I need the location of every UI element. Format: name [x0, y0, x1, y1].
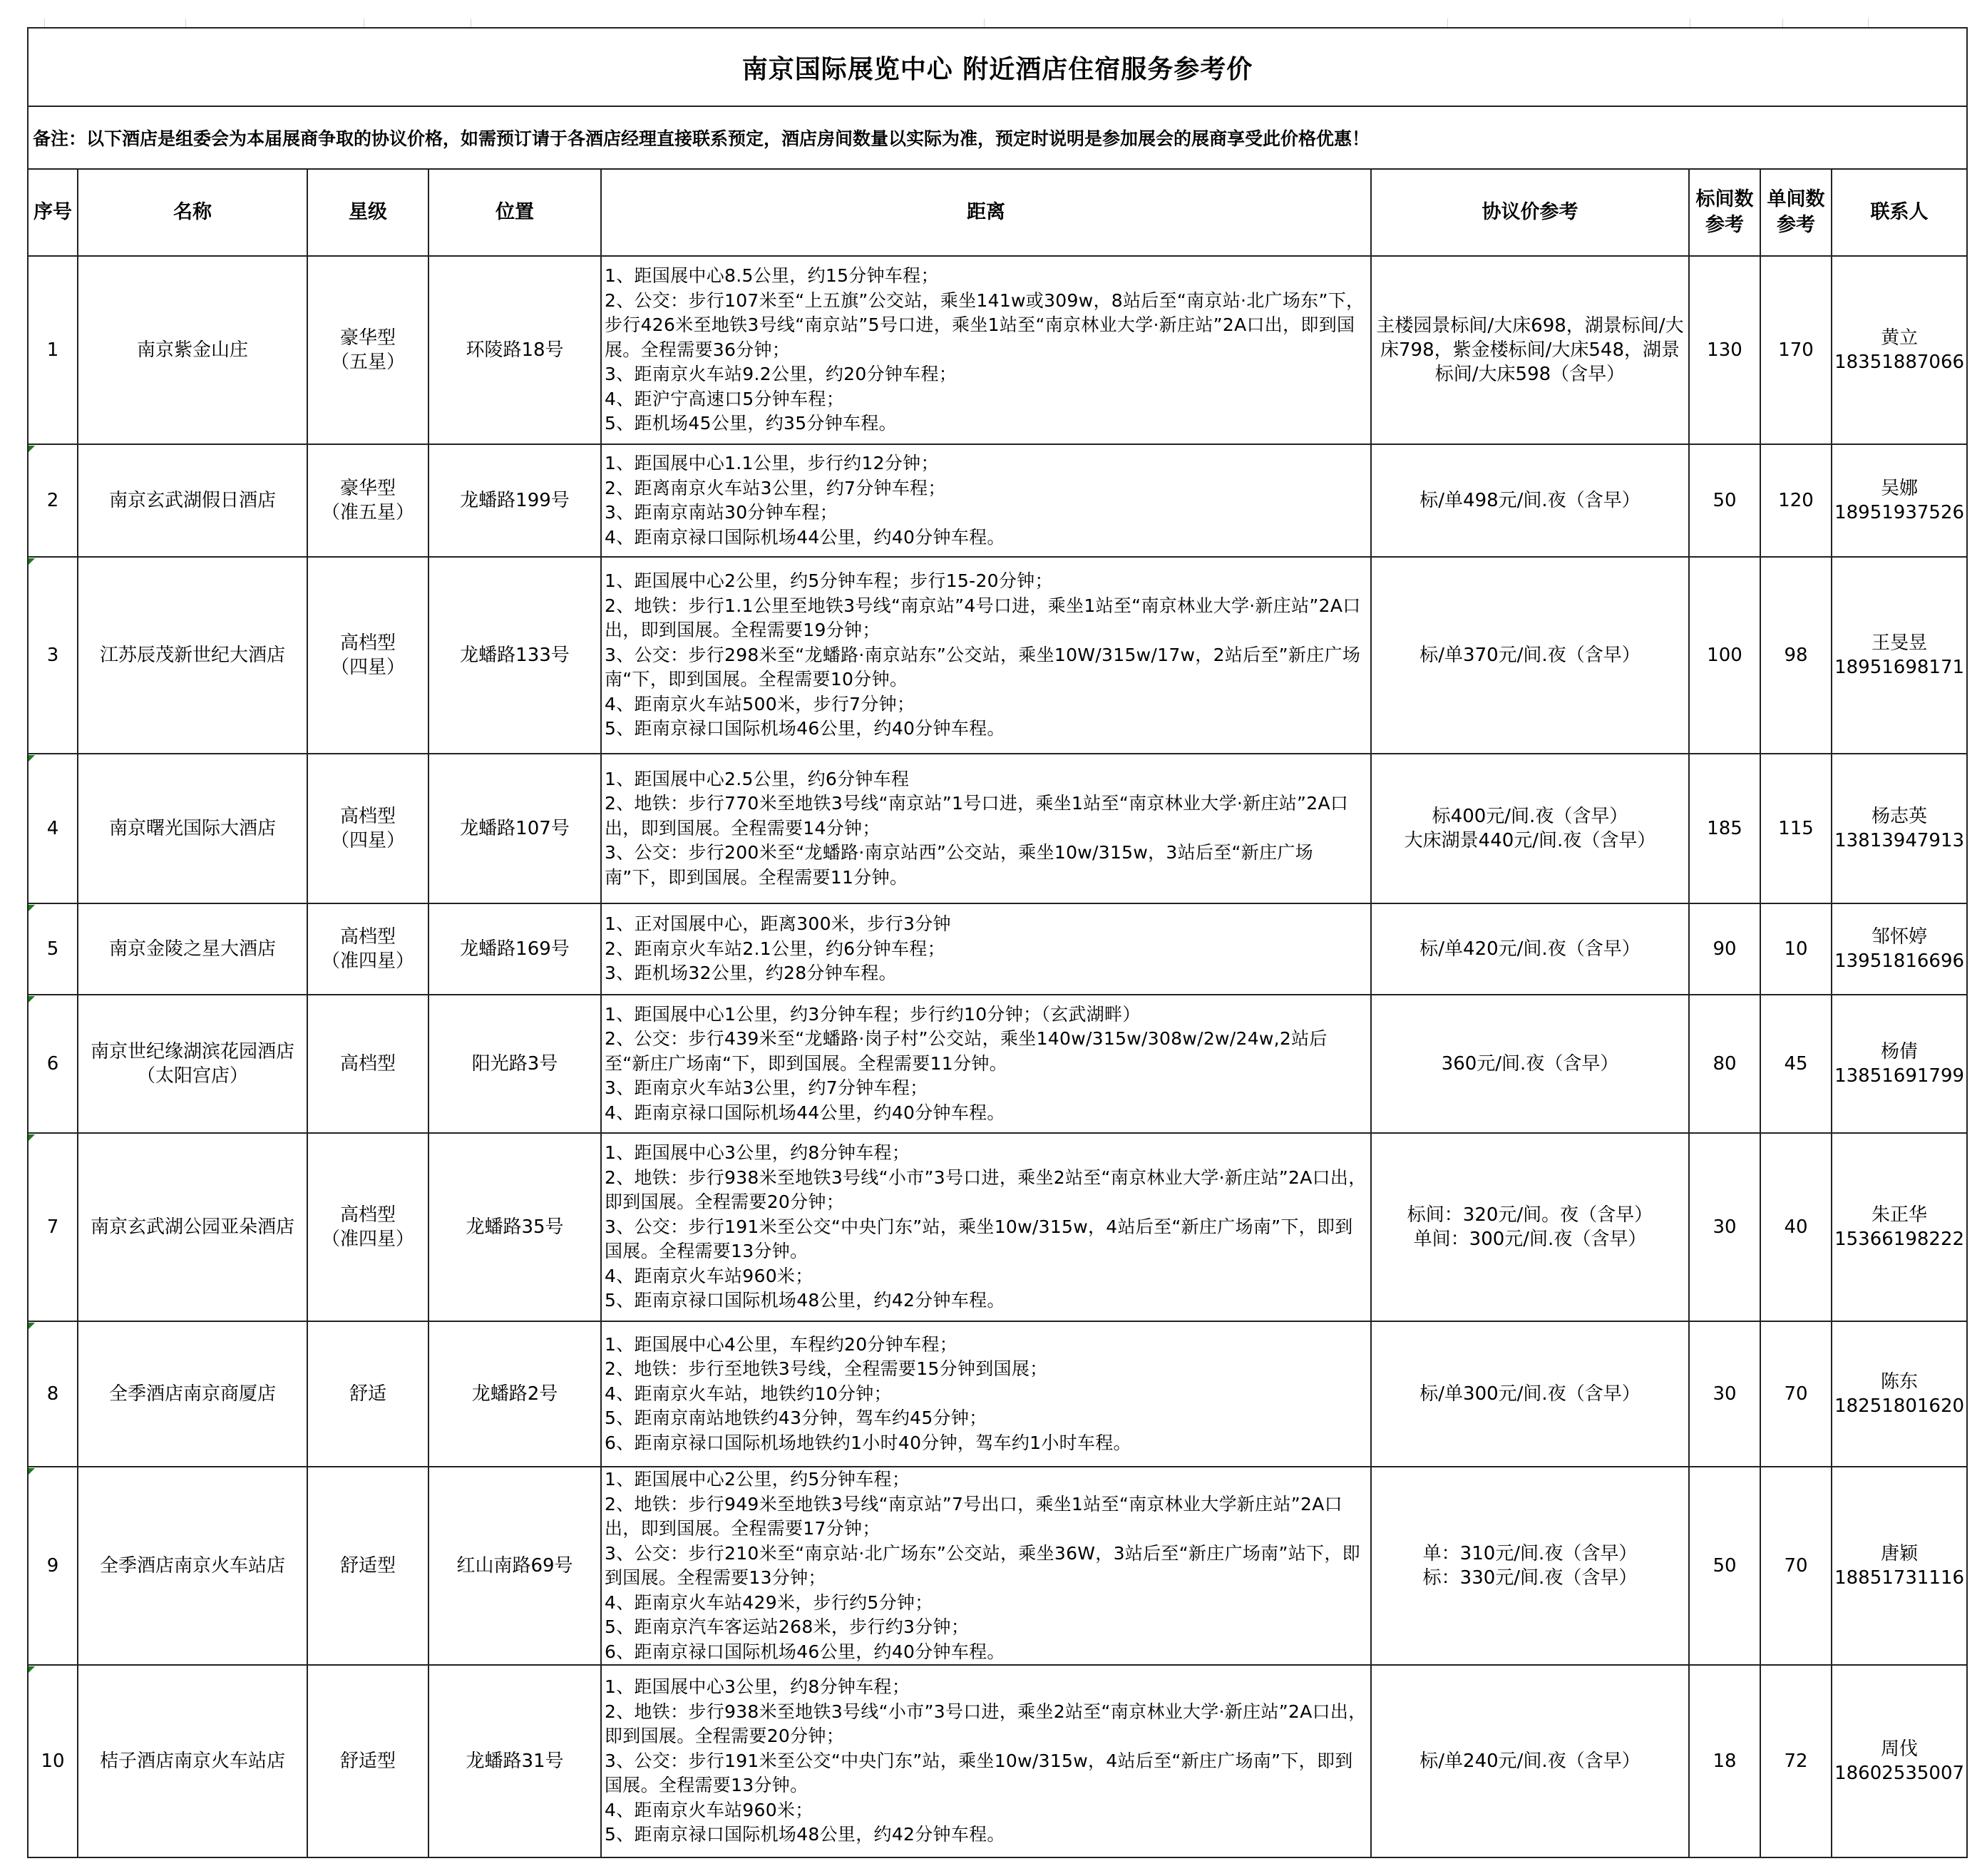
cell-twin-count[interactable]: 50 — [1689, 444, 1760, 557]
hotel-price-table — [27, 27, 1968, 1858]
table-row — [28, 754, 1967, 903]
cell-twin-count[interactable]: 100 — [1689, 557, 1760, 754]
cell-single-count[interactable]: 115 — [1760, 754, 1832, 903]
hotel-name-line: 南京金陵之星大酒店 — [108, 938, 276, 960]
cell-comment-marker — [29, 1323, 35, 1329]
cell-distance[interactable] — [601, 1665, 1371, 1857]
distance-line: 2、地铁：步行1.1公里至地铁3号线“南京站”4号口进，乘坐1站至“南京林业大学·新庄站”2A口出，即到国展。全程需要19分钟； — [605, 595, 1361, 641]
cell-star[interactable] — [307, 1467, 428, 1665]
cell-star[interactable] — [307, 557, 428, 754]
cell-location[interactable]: 红山南路69号 — [428, 1467, 601, 1665]
distance-line: 1、距国展中心4公里，车程约20分钟车程； — [605, 1333, 957, 1355]
cell-contact[interactable] — [1832, 995, 1967, 1133]
header-index[interactable]: 序号 — [28, 169, 78, 256]
cell-twin-count[interactable]: 30 — [1689, 1133, 1760, 1321]
distance-line: 1、距国展中心1公里，约3分钟车程；步行约10分钟；（玄武湖畔） — [605, 1003, 1141, 1025]
distance-line: 2、距南京火车站2.1公里，约6分钟车程； — [605, 938, 945, 959]
star-line: 舒适 — [349, 1383, 386, 1405]
contact-name: 王旻昱 — [1872, 632, 1928, 654]
table-row — [28, 1467, 1967, 1665]
hotel-name-line: 江苏辰茂新世纪大酒店 — [99, 645, 285, 666]
distance-line: 4、距南京禄口国际机场44公里，约40分钟车程。 — [605, 1102, 1005, 1123]
distance-line: 1、距国展中心3公里，约8分钟车程； — [605, 1142, 910, 1164]
header-price[interactable]: 协议价参考 — [1371, 169, 1689, 256]
price-line: 主楼园景标间/大床698，湖景标间/大床798，紫金楼标间/大床548，湖景标间/大床598（含早） — [1376, 315, 1684, 385]
cell-twin-count[interactable]: 30 — [1689, 1321, 1760, 1467]
cell-star[interactable] — [307, 444, 428, 557]
star-line: 豪华型 — [339, 327, 396, 349]
distance-line: 1、距国展中心3公里，约8分钟车程； — [605, 1676, 910, 1698]
cell-star[interactable] — [307, 1133, 428, 1321]
cell-distance[interactable] — [601, 444, 1371, 557]
distance-line: 4、距南京火车站429米，步行约5分钟； — [605, 1591, 933, 1613]
cell-price[interactable] — [1371, 903, 1689, 995]
contact-phone: 13951816696 — [1834, 950, 1965, 972]
distance-line: 3、公交：步行210米至“南京站·北广场东”公交站，乘坐36W，3站后至“新庄广场南”站下，即到国展。全程需要13分钟； — [605, 1542, 1360, 1588]
cell-index[interactable]: 3 — [28, 557, 78, 754]
cell-single-count[interactable]: 40 — [1760, 1133, 1832, 1321]
distance-line: 2、地铁：步行938米至地铁3号线“小市”3号口进，乘坐2站至“南京林业大学·新庄站”2A口出，即到国展。全程需要20分钟； — [605, 1167, 1367, 1213]
header-distance[interactable]: 距离 — [601, 169, 1371, 256]
cell-price[interactable] — [1371, 1665, 1689, 1857]
star-line: 舒适型 — [339, 1555, 396, 1577]
cell-hotel-name[interactable] — [78, 1321, 307, 1467]
cell-price[interactable] — [1371, 444, 1689, 557]
cell-price[interactable] — [1371, 1467, 1689, 1665]
header-twin-line: 参考 — [1705, 214, 1744, 236]
contact-phone: 18851731116 — [1834, 1567, 1965, 1589]
price-line: 标/单420元/间.夜（含早） — [1419, 938, 1641, 960]
distance-line: 5、距南京南站地铁约43分钟，驾车约45分钟； — [605, 1408, 987, 1429]
table-row — [28, 444, 1967, 557]
cell-hotel-name[interactable] — [78, 256, 307, 444]
cell-twin-count[interactable]: 18 — [1689, 1665, 1760, 1857]
table-row — [28, 557, 1967, 754]
cell-price[interactable] — [1371, 1321, 1689, 1467]
cell-index[interactable]: 8 — [28, 1321, 78, 1467]
cell-distance[interactable] — [601, 754, 1371, 903]
distance-line: 5、距南京汽车客运站268米，步行约3分钟； — [605, 1616, 970, 1637]
cell-distance[interactable] — [601, 557, 1371, 754]
header-row — [28, 169, 1967, 256]
distance-line: 4、距南京火车站960米； — [605, 1265, 813, 1286]
cell-single-count[interactable]: 98 — [1760, 557, 1832, 754]
cell-comment-marker — [29, 996, 35, 1003]
cell-star[interactable] — [307, 1321, 428, 1467]
cell-single-count[interactable]: 120 — [1760, 444, 1832, 557]
distance-line: 6、距南京禄口国际机场46公里，约40分钟车程。 — [605, 1641, 1005, 1662]
cell-distance[interactable] — [601, 1467, 1371, 1665]
cell-star[interactable] — [307, 1665, 428, 1857]
cell-twin-count[interactable]: 50 — [1689, 1467, 1760, 1665]
hotel-name-line: （太阳宫店） — [136, 1065, 248, 1087]
distance-line: 1、正对国展中心，距离300米，步行3分钟 — [605, 913, 951, 935]
star-line: （准四星） — [321, 1229, 414, 1250]
distance-line: 2、地铁：步行938米至地铁3号线“小市”3号口进，乘坐2站至“南京林业大学·新庄站”2A口出，即到国展。全程需要20分钟； — [605, 1701, 1367, 1747]
distance-line: 1、距国展中心2公里，约5分钟车程；步行15-20分钟； — [605, 570, 1053, 592]
price-line: 大床湖景440元/间.夜（含早） — [1404, 830, 1656, 851]
distance-line: 4、距南京火车站960米； — [605, 1799, 813, 1820]
cell-star[interactable] — [307, 995, 428, 1133]
cell-distance[interactable] — [601, 903, 1371, 995]
cell-index[interactable]: 10 — [28, 1665, 78, 1857]
distance-line: 2、公交：步行439米至“龙蟠路·岗子村”公交站，乘坐140w/315w/308w/2w/24w,2站后至“新庄广场南“下，即到国展。全程需要11分钟。 — [605, 1028, 1328, 1074]
cell-contact[interactable] — [1832, 444, 1967, 557]
cell-comment-marker — [29, 905, 35, 911]
price-line: 标/单498元/间.夜（含早） — [1419, 490, 1641, 511]
hotel-name-line: 桔子酒店南京火车站店 — [99, 1751, 285, 1772]
table-row — [28, 903, 1967, 995]
cell-single-count[interactable]: 170 — [1760, 256, 1832, 444]
distance-line: 2、地铁：步行至地铁3号线，全程需要15分钟到国展； — [605, 1358, 1048, 1380]
distance-line: 5、距南京禄口国际机场46公里，约40分钟车程。 — [605, 718, 1005, 739]
distance-line: 1、距国展中心2.5公里，约6分钟车程 — [605, 768, 910, 789]
column-tick — [1447, 19, 1448, 27]
distance-line: 2、地铁：步行770米至地铁3号线“南京站”1号口进，乘坐1站至“南京林业大学·新庄站”2A口出，即到国展。全程需要14分钟； — [605, 793, 1349, 839]
cell-comment-marker — [29, 446, 35, 452]
contact-name: 杨志英 — [1872, 806, 1928, 827]
cell-hotel-name[interactable] — [78, 557, 307, 754]
distance-line: 1、距国展中心8.5公里，约15分钟车程； — [605, 265, 939, 287]
star-line: （四星） — [330, 657, 405, 678]
spreadsheet — [27, 27, 1966, 1849]
hotel-name-line: 全季酒店南京火车站店 — [99, 1555, 285, 1577]
cell-location[interactable]: 龙蟠路107号 — [428, 754, 601, 903]
cell-contact[interactable] — [1832, 1467, 1967, 1665]
cell-hotel-name[interactable] — [78, 754, 307, 903]
contact-name: 邹怀婷 — [1872, 926, 1928, 948]
distance-line: 6、距南京禄口国际机场地铁约1小时40分钟，驾车约1小时车程。 — [605, 1432, 1131, 1453]
contact-phone: 18351887066 — [1834, 352, 1965, 373]
header-name[interactable]: 名称 — [78, 169, 307, 256]
cell-location[interactable]: 龙蟠路199号 — [428, 444, 601, 557]
cell-twin-count[interactable]: 130 — [1689, 256, 1760, 444]
price-line: 标/单300元/间.夜（含早） — [1419, 1383, 1641, 1405]
cell-index[interactable]: 5 — [28, 903, 78, 995]
contact-phone: 18951698171 — [1834, 657, 1965, 678]
price-line: 360元/间.夜（含早） — [1441, 1053, 1619, 1075]
table-row — [28, 1133, 1967, 1321]
distance-line: 1、距国展中心1.1公里，步行约12分钟； — [605, 453, 939, 473]
contact-name: 唐颖 — [1881, 1543, 1919, 1564]
distance-line: 4、距南京火车站，地铁约10分钟； — [605, 1383, 892, 1404]
cell-price[interactable] — [1371, 256, 1689, 444]
distance-line: 4、距沪宁高速口5分钟车程； — [605, 388, 845, 409]
column-tick — [44, 19, 45, 27]
cell-location[interactable]: 龙蟠路133号 — [428, 557, 601, 754]
header-contact[interactable]: 联系人 — [1832, 169, 1967, 256]
cell-price[interactable] — [1371, 754, 1689, 903]
header-single-line: 参考 — [1777, 214, 1815, 236]
distance-line: 4、距南京禄口国际机场44公里，约40分钟车程。 — [605, 526, 1005, 548]
hotel-name-line: 南京世纪缘湖滨花园酒店 — [90, 1041, 294, 1062]
header-location[interactable]: 位置 — [428, 169, 601, 256]
distance-line: 3、公交：步行200米至“龙蟠路·南京站西”公交站，乘坐10w/315w，3站后至“新庄广场南”下，即到国展。全程需要11分钟。 — [605, 842, 1313, 888]
cell-index[interactable]: 9 — [28, 1467, 78, 1665]
cell-single-count[interactable]: 10 — [1760, 903, 1832, 995]
contact-name: 杨倩 — [1881, 1041, 1919, 1062]
star-line: 高档型 — [339, 1053, 396, 1075]
column-header-strip — [0, 0, 1987, 27]
cell-location[interactable]: 龙蟠路169号 — [428, 903, 601, 995]
distance-line: 3、距南京火车站9.2公里，约20分钟车程； — [605, 364, 957, 385]
star-line: （四星） — [330, 830, 405, 851]
hotel-name-line: 南京玄武湖假日酒店 — [108, 490, 276, 511]
cell-hotel-name[interactable] — [78, 1467, 307, 1665]
cell-location[interactable]: 环陵路18号 — [428, 256, 601, 444]
cell-distance[interactable] — [601, 1321, 1371, 1467]
price-line: 标/单370元/间.夜（含早） — [1419, 645, 1641, 666]
distance-line: 2、公交：步行107米至“上五旗”公交站，乘坐141w或309w，8站后至“南京站·北广场东”下，步行426米至地铁3号线“南京站”5号口进，乘坐1站至“南京林业大学·新庄站”2A口出，即到国展。全程需要36分钟； — [605, 289, 1365, 360]
cell-star[interactable] — [307, 256, 428, 444]
cell-hotel-name[interactable] — [78, 1665, 307, 1857]
distance-line: 3、公交：步行298米至“龙蟠路·南京站东”公交站，乘坐10W/315w/17w，2站后至”新庄广场南“下，即到国展。全程需要10分钟。 — [605, 644, 1361, 690]
hotel-name-line: 南京玄武湖公园亚朵酒店 — [90, 1216, 294, 1238]
cell-contact[interactable] — [1832, 1321, 1967, 1467]
distance-line: 5、距机场45公里，约35分钟车程。 — [605, 413, 897, 434]
contact-name: 吴娜 — [1881, 478, 1919, 499]
contact-name: 陈东 — [1881, 1371, 1919, 1393]
header-twin-line: 标间数 — [1695, 188, 1754, 210]
cell-distance[interactable] — [601, 1133, 1371, 1321]
table-row — [28, 1665, 1967, 1857]
cell-index[interactable]: 4 — [28, 754, 78, 903]
cell-price[interactable] — [1371, 1133, 1689, 1321]
cell-price[interactable] — [1371, 557, 1689, 754]
distance-line: 3、距南京南站30分钟车程； — [605, 502, 838, 523]
cell-contact[interactable] — [1832, 557, 1967, 754]
header-twin[interactable] — [1689, 169, 1760, 256]
star-line: 高档型 — [339, 806, 396, 827]
contact-phone: 18251801620 — [1834, 1395, 1965, 1417]
column-tick — [1868, 19, 1869, 27]
distance-line: 3、距南京火车站3公里，约7分钟车程； — [605, 1077, 928, 1099]
distance-line: 5、距南京禄口国际机场48公里，约42分钟车程。 — [605, 1824, 1005, 1845]
star-line: 高档型 — [339, 926, 396, 948]
contact-phone: 15366198222 — [1834, 1229, 1965, 1250]
sheet-title[interactable]: 南京国际展览中心 附近酒店住宿服务参考价 — [28, 28, 1967, 106]
table-row — [28, 995, 1967, 1133]
cell-location[interactable]: 龙蟠路31号 — [428, 1665, 601, 1857]
contact-phone: 13851691799 — [1834, 1065, 1965, 1087]
cell-contact[interactable] — [1832, 1665, 1967, 1857]
cell-index[interactable]: 1 — [28, 256, 78, 444]
contact-name: 黄立 — [1881, 327, 1919, 349]
contact-phone: 18951937526 — [1834, 502, 1965, 523]
cell-index[interactable]: 7 — [28, 1133, 78, 1321]
contact-phone: 13813947913 — [1834, 830, 1965, 851]
hotel-name-line: 南京曙光国际大酒店 — [108, 818, 276, 839]
cell-price[interactable] — [1371, 995, 1689, 1133]
cell-single-count[interactable]: 45 — [1760, 995, 1832, 1133]
cell-twin-count[interactable]: 185 — [1689, 754, 1760, 903]
star-line: 豪华型 — [339, 478, 396, 499]
cell-star[interactable] — [307, 903, 428, 995]
cell-hotel-name[interactable] — [78, 903, 307, 995]
cell-location[interactable]: 阳光路3号 — [428, 995, 601, 1133]
cell-twin-count[interactable]: 80 — [1689, 995, 1760, 1133]
cell-comment-marker — [29, 755, 35, 762]
cell-single-count[interactable]: 72 — [1760, 1665, 1832, 1857]
cell-hotel-name[interactable] — [78, 444, 307, 557]
cell-hotel-name[interactable] — [78, 1133, 307, 1321]
column-tick — [1782, 19, 1783, 27]
price-line: 单间：300元/间.夜（含早） — [1413, 1229, 1647, 1250]
distance-line: 2、地铁：步行949米至地铁3号线“南京站”7号出口，乘坐1站至“南京林业大学新庄站”2A口出，即到国展。全程需要17分钟； — [605, 1493, 1342, 1539]
cell-contact[interactable] — [1832, 1133, 1967, 1321]
distance-line: 2、距离南京火车站3公里，约7分钟车程； — [605, 477, 946, 498]
distance-line: 5、距南京禄口国际机场48公里，约42分钟车程。 — [605, 1290, 1005, 1311]
distance-line: 3、距机场32公里，约28分钟车程。 — [605, 963, 897, 984]
star-line: （准四星） — [321, 950, 414, 972]
cell-twin-count[interactable]: 90 — [1689, 903, 1760, 995]
distance-line: 4、距南京火车站500米，步行7分钟； — [605, 693, 915, 714]
table-row — [28, 256, 1967, 444]
star-line: 高档型 — [339, 1204, 396, 1226]
header-single-line: 单间数 — [1767, 188, 1825, 210]
hotel-name-line: 全季酒店南京商厦店 — [108, 1383, 276, 1405]
contact-name: 周伐 — [1881, 1738, 1919, 1760]
column-tick — [984, 19, 985, 27]
cell-comment-marker — [29, 558, 35, 565]
cell-contact[interactable] — [1832, 754, 1967, 903]
cell-single-count[interactable]: 70 — [1760, 1467, 1832, 1665]
cell-single-count[interactable]: 70 — [1760, 1321, 1832, 1467]
contact-phone: 18602535007 — [1834, 1763, 1965, 1784]
table-row — [28, 1321, 1967, 1467]
contact-name: 朱正华 — [1872, 1204, 1928, 1226]
header-single[interactable] — [1760, 169, 1832, 256]
cell-contact[interactable] — [1832, 256, 1967, 444]
hotel-name-line: 南京紫金山庄 — [136, 339, 248, 361]
cell-comment-marker — [29, 1666, 35, 1673]
cell-index[interactable]: 2 — [28, 444, 78, 557]
price-line: 标/单240元/间.夜（含早） — [1419, 1751, 1641, 1772]
price-line: 标400元/间.夜（含早） — [1432, 806, 1628, 827]
cell-comment-marker — [29, 1468, 35, 1475]
star-line: 舒适型 — [339, 1751, 396, 1772]
star-line: （五星） — [330, 352, 405, 373]
cell-location[interactable]: 龙蟠路35号 — [428, 1133, 601, 1321]
price-line: 标：330元/间.夜（含早） — [1422, 1567, 1638, 1589]
price-line: 标间：320元/间。夜（含早） — [1407, 1204, 1653, 1226]
distance-line: 3、公交：步行191米至公交“中央门东”站，乘坐10w/315w，4站后至“新庄广场南”下，即到国展。全程需要13分钟。 — [605, 1750, 1353, 1796]
cell-index[interactable]: 6 — [28, 995, 78, 1133]
sheet-note[interactable]: 备注：以下酒店是组委会为本届展商争取的协议价格，如需预订请于各酒店经理直接联系预定，酒店房间数量以实际为准，预定时说明是参加展会的展商享受此价格优惠！ — [28, 106, 1967, 169]
price-line: 单：310元/间.夜（含早） — [1422, 1543, 1638, 1564]
star-line: （准五星） — [321, 502, 414, 523]
cell-comment-marker — [29, 1134, 35, 1141]
distance-line: 3、公交：步行191米至公交“中央门东”站，乘坐10w/315w，4站后至“新庄广场南”下，即到国展。全程需要13分钟。 — [605, 1216, 1353, 1262]
column-tick — [185, 19, 186, 27]
header-star[interactable]: 星级 — [307, 169, 428, 256]
star-line: 高档型 — [339, 632, 396, 654]
cell-distance[interactable] — [601, 995, 1371, 1133]
distance-line: 1、距国展中心2公里，约5分钟车程； — [605, 1469, 910, 1490]
cell-distance[interactable] — [601, 256, 1371, 444]
cell-star[interactable] — [307, 754, 428, 903]
cell-location[interactable]: 龙蟠路2号 — [428, 1321, 601, 1467]
cell-hotel-name[interactable] — [78, 995, 307, 1133]
cell-contact[interactable] — [1832, 903, 1967, 995]
